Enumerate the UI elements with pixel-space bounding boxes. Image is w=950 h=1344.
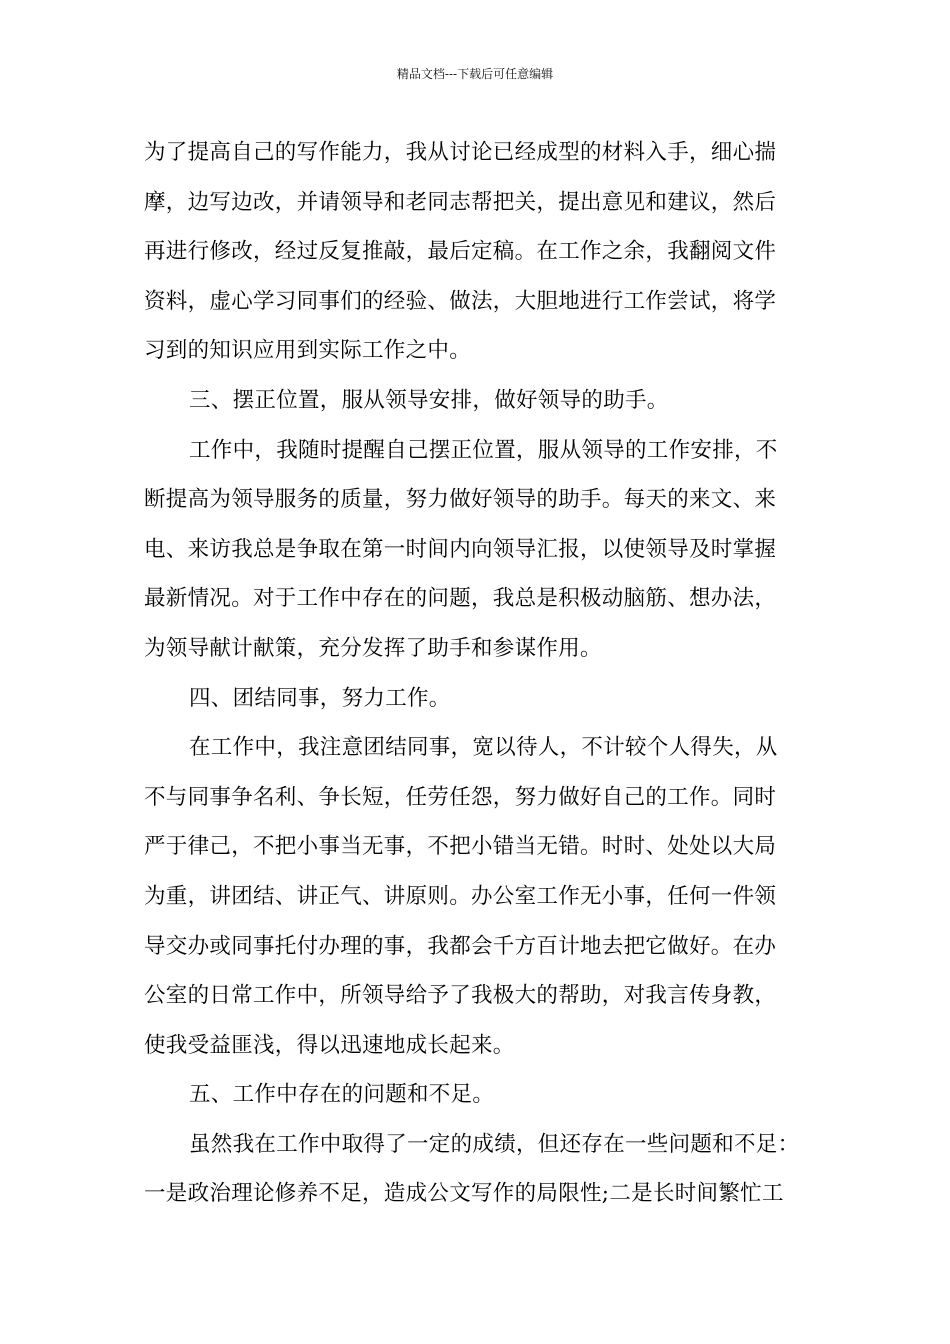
text-line: 严于律己，不把小事当无事，不把小错当无错。时时、处处以大局 bbox=[144, 834, 777, 860]
text-line: 不与同事争名利、争长短，任劳任怨，努力做好自己的工作。同时 bbox=[144, 784, 777, 810]
document-body bbox=[144, 128, 816, 1219]
page-header: 精品文档---下载后可任意编辑 bbox=[396, 67, 554, 81]
text-line: 再进行修改，经过反复推敲，最后定稿。在工作之余，我翻阅文件 bbox=[144, 239, 777, 265]
text-line: 最新情况。对于工作中存在的问题，我总是积极动脑筋、想办法， bbox=[144, 586, 777, 612]
section-heading-4: 四、团结同事，努力工作。 bbox=[189, 685, 451, 711]
text-line: 习到的知识应用到实际工作之中。 bbox=[144, 338, 472, 364]
text-line: 为领导献计献策，充分发挥了助手和参谋作用。 bbox=[144, 635, 602, 661]
text-line: 在工作中，我注意团结同事，宽以待人，不计较个人得失，从 bbox=[189, 735, 778, 761]
section-heading-3: 三、摆正位置，服从领导安排，做好领导的助手。 bbox=[189, 387, 669, 413]
text-line: 一是政治理论修养不足，造成公文写作的局限性;二是长时间繁忙工 bbox=[144, 1181, 784, 1207]
text-line: 摩，边写边改，并请领导和老同志帮把关，提出意见和建议，然后 bbox=[144, 189, 777, 215]
section-heading-5: 五、工作中存在的问题和不足。 bbox=[189, 1082, 495, 1108]
text-line: 资料，虚心学习同事们的经验、做法，大胆地进行工作尝试，将学 bbox=[144, 288, 777, 314]
text-line: 为了提高自己的写作能力，我从讨论已经成型的材料入手，细心揣 bbox=[144, 140, 777, 165]
text-line: 公室的日常工作中，所领导给予了我极大的帮助，对我言传身教， bbox=[144, 983, 777, 1009]
text-line: 电、来访我总是争取在第一时间内向领导汇报，以使领导及时掌握 bbox=[144, 536, 777, 562]
text-line: 导交办或同事托付办理的事，我都会千方百计地去把它做好。在办 bbox=[144, 933, 777, 959]
text-line: 为重，讲团结、讲正气、讲原则。办公室工作无小事，任何一件领 bbox=[144, 883, 777, 909]
text-line: 工作中，我随时提醒自己摆正位置，服从领导的工作安排，不 bbox=[189, 437, 778, 463]
text-line: 虽然我在工作中取得了一定的成绩，但还存在一些问题和不足： bbox=[189, 1131, 800, 1157]
text-line: 断提高为领导服务的质量，努力做好领导的助手。每天的来文、来 bbox=[144, 487, 777, 513]
text-line: 使我受益匪浅，得以迅速地成长起来。 bbox=[144, 1032, 515, 1058]
